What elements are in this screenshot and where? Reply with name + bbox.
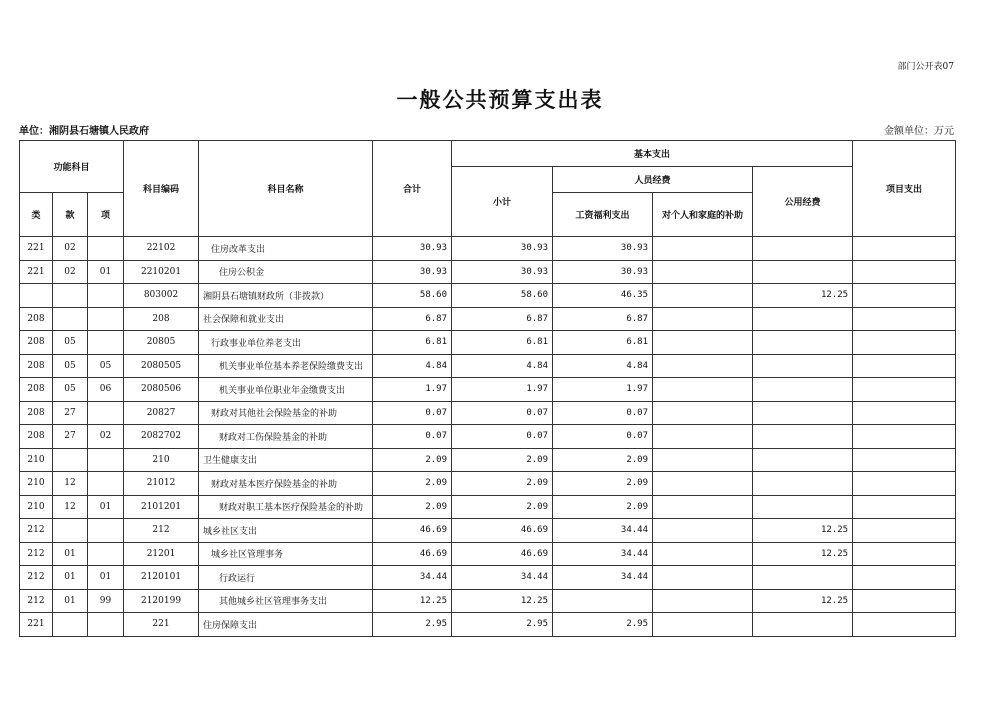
cell-project	[853, 542, 956, 566]
cell-lei: 208	[20, 401, 53, 425]
cell-project	[853, 448, 956, 472]
cell-lei: 221	[20, 237, 53, 261]
cell-wages: 2.09	[553, 472, 653, 496]
cell-subject-name: 城乡社区支出	[199, 519, 373, 543]
cell-kuan: 12	[53, 495, 88, 519]
cell-total: 30.93	[373, 260, 452, 284]
cell-project	[853, 613, 956, 637]
cell-public	[753, 260, 853, 284]
cell-xiang: 01	[88, 260, 124, 284]
cell-kuan: 05	[53, 378, 88, 402]
cell-lei: 221	[20, 613, 53, 637]
cell-subject-code: 208	[124, 307, 199, 331]
cell-wages: 2.09	[553, 495, 653, 519]
cell-xiang	[88, 401, 124, 425]
cell-subsidy	[653, 307, 753, 331]
table-row	[20, 260, 956, 284]
cell-lei: 212	[20, 566, 53, 590]
cell-total: 30.93	[373, 237, 452, 261]
header-kuan: 款	[53, 193, 88, 237]
table-row	[20, 378, 956, 402]
unit-label: 单位：湘阴县石塘镇人民政府	[19, 126, 149, 137]
cell-subsidy	[653, 448, 753, 472]
header-subject-code: 科目编码	[124, 141, 199, 237]
cell-subsidy	[653, 495, 753, 519]
cell-public	[753, 425, 853, 449]
cell-wages: 30.93	[553, 260, 653, 284]
cell-subject-name: 行政运行	[199, 566, 373, 590]
cell-subject-code: 2080506	[124, 378, 199, 402]
cell-public: 12.25	[753, 519, 853, 543]
cell-subsidy	[653, 589, 753, 613]
cell-total: 12.25	[373, 589, 452, 613]
cell-lei: 212	[20, 589, 53, 613]
cell-lei: 221	[20, 260, 53, 284]
cell-total: 2.09	[373, 495, 452, 519]
cell-subsidy	[653, 425, 753, 449]
cell-subsidy	[653, 284, 753, 308]
cell-xiang: 05	[88, 354, 124, 378]
cell-subject-name: 住房保障支出	[199, 613, 373, 637]
cell-project	[853, 495, 956, 519]
cell-subject-name: 财政对工伤保险基金的补助	[199, 425, 373, 449]
cell-wages: 34.44	[553, 542, 653, 566]
table-row	[20, 589, 956, 613]
cell-public	[753, 354, 853, 378]
cell-kuan	[53, 284, 88, 308]
cell-public	[753, 237, 853, 261]
cell-wages: 0.07	[553, 401, 653, 425]
cell-kuan	[53, 307, 88, 331]
cell-public	[753, 472, 853, 496]
cell-subtotal: 2.09	[452, 495, 553, 519]
cell-subsidy	[653, 378, 753, 402]
header-lei: 类	[20, 193, 53, 237]
cell-wages: 6.87	[553, 307, 653, 331]
cell-kuan	[53, 448, 88, 472]
cell-lei: 212	[20, 542, 53, 566]
cell-total: 58.60	[373, 284, 452, 308]
cell-subject-name: 财政对职工基本医疗保险基金的补助	[199, 495, 373, 519]
cell-total: 46.69	[373, 542, 452, 566]
cell-xiang	[88, 542, 124, 566]
cell-kuan: 27	[53, 425, 88, 449]
cell-subject-name: 住房公积金	[199, 260, 373, 284]
table-row	[20, 448, 956, 472]
cell-subject-code: 2210201	[124, 260, 199, 284]
cell-subject-code: 2120199	[124, 589, 199, 613]
cell-subtotal: 46.69	[452, 519, 553, 543]
cell-project	[853, 260, 956, 284]
cell-kuan: 02	[53, 260, 88, 284]
cell-public	[753, 401, 853, 425]
cell-kuan: 01	[53, 589, 88, 613]
cell-subject-code: 210	[124, 448, 199, 472]
cell-xiang	[88, 472, 124, 496]
cell-total: 2.09	[373, 472, 452, 496]
cell-subject-code: 22102	[124, 237, 199, 261]
cell-project	[853, 425, 956, 449]
cell-public	[753, 495, 853, 519]
cell-total: 4.84	[373, 354, 452, 378]
cell-wages: 34.44	[553, 519, 653, 543]
cell-subject-name: 社会保障和就业支出	[199, 307, 373, 331]
cell-lei: 208	[20, 331, 53, 355]
cell-kuan: 12	[53, 472, 88, 496]
cell-xiang: 06	[88, 378, 124, 402]
cell-project	[853, 472, 956, 496]
cell-subtotal: 1.97	[452, 378, 553, 402]
cell-subject-code: 803002	[124, 284, 199, 308]
header-func-subject: 功能科目	[20, 141, 124, 193]
cell-subject-name: 财政对基本医疗保险基金的补助	[199, 472, 373, 496]
cell-xiang: 99	[88, 589, 124, 613]
cell-subtotal: 0.07	[452, 401, 553, 425]
table-row	[20, 542, 956, 566]
cell-subject-name: 卫生健康支出	[199, 448, 373, 472]
cell-subject-name: 住房改革支出	[199, 237, 373, 261]
cell-subsidy	[653, 542, 753, 566]
cell-total: 2.95	[373, 613, 452, 637]
cell-lei: 212	[20, 519, 53, 543]
cell-subject-code: 2120101	[124, 566, 199, 590]
cell-subtotal: 4.84	[452, 354, 553, 378]
cell-project	[853, 307, 956, 331]
cell-total: 0.07	[373, 425, 452, 449]
cell-wages: 46.35	[553, 284, 653, 308]
cell-project	[853, 284, 956, 308]
cell-kuan: 01	[53, 566, 88, 590]
cell-total: 1.97	[373, 378, 452, 402]
cell-subtotal: 0.07	[452, 425, 553, 449]
cell-kuan: 05	[53, 331, 88, 355]
cell-subject-name: 机关事业单位职业年金缴费支出	[199, 378, 373, 402]
cell-subtotal: 2.09	[452, 472, 553, 496]
cell-subject-code: 20827	[124, 401, 199, 425]
cell-project	[853, 331, 956, 355]
cell-subtotal: 46.69	[452, 542, 553, 566]
cell-subtotal: 34.44	[452, 566, 553, 590]
cell-subsidy	[653, 354, 753, 378]
cell-project	[853, 401, 956, 425]
cell-subsidy	[653, 260, 753, 284]
cell-xiang	[88, 448, 124, 472]
cell-subtotal: 6.81	[452, 331, 553, 355]
cell-subject-name: 其他城乡社区管理事务支出	[199, 589, 373, 613]
cell-wages: 2.09	[553, 448, 653, 472]
cell-subject-code: 21012	[124, 472, 199, 496]
cell-subject-name: 机关事业单位基本养老保险缴费支出	[199, 354, 373, 378]
cell-public: 12.25	[753, 284, 853, 308]
cell-subject-code: 21201	[124, 542, 199, 566]
header-public: 公用经费	[753, 167, 853, 237]
cell-xiang: 02	[88, 425, 124, 449]
cell-project	[853, 237, 956, 261]
cell-subsidy	[653, 472, 753, 496]
table-row	[20, 425, 956, 449]
cell-subject-code: 20805	[124, 331, 199, 355]
cell-total: 34.44	[373, 566, 452, 590]
cell-xiang	[88, 237, 124, 261]
cell-subject-code: 212	[124, 519, 199, 543]
header-subsidy: 对个人和家庭的补助	[653, 193, 753, 237]
cell-lei: 210	[20, 448, 53, 472]
cell-wages: 4.84	[553, 354, 653, 378]
amount-unit-label: 金额单位：万元	[884, 126, 954, 137]
cell-public: 12.25	[753, 542, 853, 566]
cell-subject-code: 2101201	[124, 495, 199, 519]
budget-table	[19, 140, 956, 637]
cell-subtotal: 2.95	[452, 613, 553, 637]
cell-subtotal: 6.87	[452, 307, 553, 331]
table-body	[20, 237, 956, 637]
header-project: 项目支出	[853, 141, 956, 237]
header-subject-name: 科目名称	[199, 141, 373, 237]
cell-public	[753, 307, 853, 331]
cell-public	[753, 331, 853, 355]
cell-lei: 208	[20, 378, 53, 402]
table-row	[20, 401, 956, 425]
cell-wages	[553, 589, 653, 613]
cell-wages: 6.81	[553, 331, 653, 355]
page-title: 一般公共预算支出表	[396, 87, 604, 112]
header-subtotal: 小计	[452, 167, 553, 237]
cell-total: 6.87	[373, 307, 452, 331]
cell-public	[753, 378, 853, 402]
header-xiang: 项	[88, 193, 124, 237]
cell-lei: 210	[20, 472, 53, 496]
cell-public	[753, 613, 853, 637]
cell-xiang	[88, 307, 124, 331]
cell-wages: 30.93	[553, 237, 653, 261]
cell-total: 6.81	[373, 331, 452, 355]
cell-project	[853, 378, 956, 402]
cell-subsidy	[653, 331, 753, 355]
cell-kuan	[53, 613, 88, 637]
table-row	[20, 613, 956, 637]
cell-project	[853, 566, 956, 590]
cell-subject-code: 2080505	[124, 354, 199, 378]
cell-subject-code: 221	[124, 613, 199, 637]
cell-subtotal: 30.93	[452, 237, 553, 261]
cell-lei: 210	[20, 495, 53, 519]
cell-xiang	[88, 613, 124, 637]
cell-lei	[20, 284, 53, 308]
table-row	[20, 495, 956, 519]
cell-subject-name: 城乡社区管理事务	[199, 542, 373, 566]
form-code: 部门公开表07	[897, 62, 954, 72]
cell-public	[753, 448, 853, 472]
table-row	[20, 519, 956, 543]
cell-total: 0.07	[373, 401, 452, 425]
cell-subsidy	[653, 566, 753, 590]
cell-wages: 2.95	[553, 613, 653, 637]
cell-xiang: 01	[88, 566, 124, 590]
cell-project	[853, 354, 956, 378]
table-row	[20, 472, 956, 496]
table-row	[20, 354, 956, 378]
table-row	[20, 237, 956, 261]
cell-subsidy	[653, 401, 753, 425]
cell-xiang	[88, 519, 124, 543]
cell-lei: 208	[20, 354, 53, 378]
cell-subject-name: 湘阴县石塘镇财政所（非拨款）	[199, 284, 373, 308]
cell-subsidy	[653, 613, 753, 637]
header-wages: 工资福利支出	[553, 193, 653, 237]
header-total: 合计	[373, 141, 452, 237]
cell-subject-code: 2082702	[124, 425, 199, 449]
cell-public: 12.25	[753, 589, 853, 613]
cell-kuan	[53, 519, 88, 543]
table-row	[20, 566, 956, 590]
table-row	[20, 284, 956, 308]
cell-wages: 34.44	[553, 566, 653, 590]
cell-subtotal: 12.25	[452, 589, 553, 613]
cell-xiang: 01	[88, 495, 124, 519]
cell-xiang	[88, 284, 124, 308]
cell-subject-name: 行政事业单位养老支出	[199, 331, 373, 355]
cell-kuan: 27	[53, 401, 88, 425]
header-basic-expense: 基本支出	[452, 141, 853, 167]
cell-subsidy	[653, 237, 753, 261]
table-row	[20, 307, 956, 331]
cell-wages: 1.97	[553, 378, 653, 402]
cell-total: 2.09	[373, 448, 452, 472]
cell-kuan: 02	[53, 237, 88, 261]
cell-subject-name: 财政对其他社会保险基金的补助	[199, 401, 373, 425]
cell-kuan: 01	[53, 542, 88, 566]
cell-project	[853, 589, 956, 613]
header-personnel: 人员经费	[553, 167, 753, 193]
cell-subsidy	[653, 519, 753, 543]
cell-kuan: 05	[53, 354, 88, 378]
cell-subtotal: 58.60	[452, 284, 553, 308]
cell-lei: 208	[20, 425, 53, 449]
cell-total: 46.69	[373, 519, 452, 543]
cell-public	[753, 566, 853, 590]
cell-project	[853, 519, 956, 543]
cell-lei: 208	[20, 307, 53, 331]
cell-subtotal: 30.93	[452, 260, 553, 284]
table-row	[20, 331, 956, 355]
header-row-1	[20, 141, 956, 167]
cell-xiang	[88, 331, 124, 355]
cell-wages: 0.07	[553, 425, 653, 449]
cell-subtotal: 2.09	[452, 448, 553, 472]
